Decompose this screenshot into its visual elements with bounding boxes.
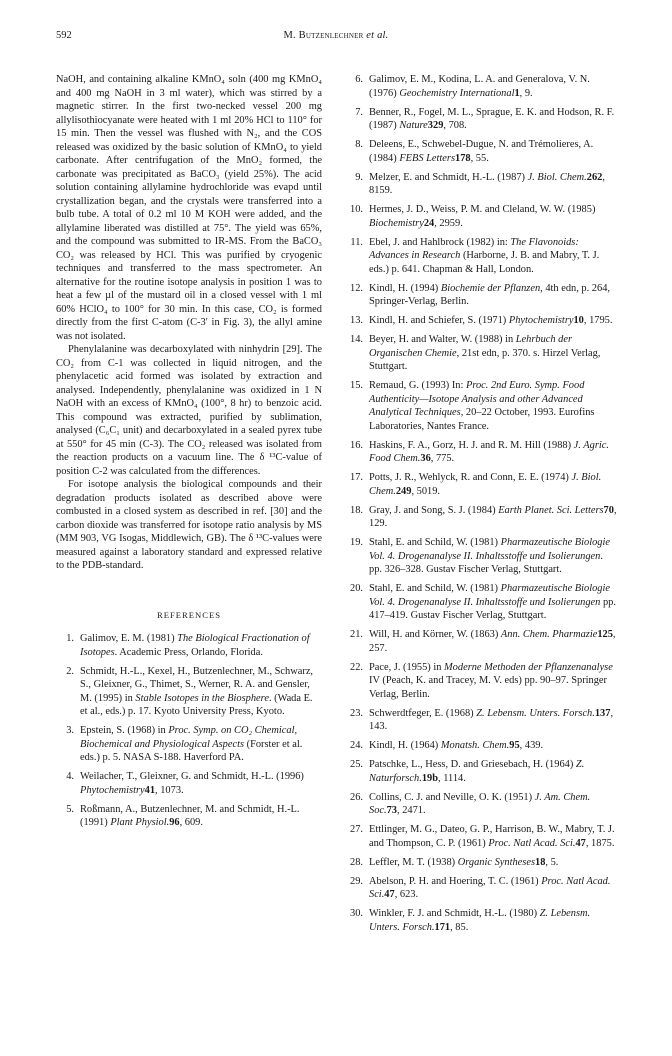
reference-title: Monatsh. Chem. bbox=[440, 740, 510, 751]
reference-title: Stable Isotopes in the Biosphere bbox=[135, 692, 269, 704]
reference-authors: Melzer, E. and Schmidt, H.-L. (1987) bbox=[369, 171, 528, 183]
reference-title: Pharmazeutische Biologie Vol. 4. Drogenanalyse II. Inhaltsstoffe und Isolierungen bbox=[369, 583, 610, 608]
reference-authors: Epstein, S. (1968) in bbox=[80, 725, 169, 736]
reference-title: Earth Planet. Sci. Letters bbox=[498, 504, 604, 516]
reference-details: , 1875. bbox=[585, 837, 615, 849]
reference-number: 23. bbox=[350, 707, 363, 719]
reference-authors: Stahl, E. and Schild, W. (1981) bbox=[369, 537, 501, 548]
reference-title: J. Biol. Chem. bbox=[369, 472, 602, 497]
reference-title: J. Biol. Chem. bbox=[527, 171, 587, 183]
reference-authors: Roßmann, A., Butzenlechner, M. and Schmidt, H.-L. (1991) bbox=[80, 803, 300, 828]
reference-authors: Weilacher, T., Gleixner, G. and Schmidt, H.-L. (1996) bbox=[80, 771, 304, 782]
reference-number: 3. bbox=[66, 725, 74, 736]
reference-item bbox=[345, 73, 617, 100]
reference-number: 13. bbox=[350, 315, 363, 326]
reference-item bbox=[345, 875, 617, 902]
reference-number: 21. bbox=[350, 629, 363, 640]
reference-item bbox=[345, 661, 617, 702]
reference-details: , 143. bbox=[369, 707, 614, 732]
reference-title: Nature bbox=[399, 120, 428, 131]
reference-item bbox=[56, 665, 322, 719]
reference-number: 29. bbox=[350, 875, 363, 887]
reference-list-right bbox=[345, 73, 617, 934]
reference-details: , 55. bbox=[470, 152, 489, 164]
reference-number: 15. bbox=[350, 380, 363, 391]
reference-authors: Patschke, L., Hess, D. and Griesebach, H. (1964) bbox=[369, 759, 576, 770]
reference-authors: Schmidt, H.-L., Kexel, H., Butzenlechner, M., Schwarz, S., Gleixner, G., Thimet, S., Werner, R. A. and Gensler, M. (1995) in bbox=[80, 665, 314, 704]
reference-title: Z. Lebensm. Unters. Forsch. bbox=[476, 707, 595, 719]
reference-authors: Pace, J. (1955) in bbox=[369, 661, 445, 673]
reference-number: 7. bbox=[355, 106, 363, 118]
reference-number: 17. bbox=[350, 472, 363, 483]
reference-number: 4. bbox=[66, 771, 74, 782]
reference-item bbox=[345, 333, 617, 374]
reference-authors: Beyer, H. and Walter, W. (1988) in bbox=[369, 334, 516, 345]
reference-number: 24. bbox=[350, 740, 363, 751]
reference-details: , 21st edn, p. 370. s. Hirzel Verlag, Stuttgart. bbox=[369, 347, 601, 372]
reference-details: , 2959. bbox=[434, 217, 463, 229]
reference-number: 1. bbox=[66, 633, 74, 644]
reference-item bbox=[345, 582, 617, 623]
reference-details: , 775. bbox=[430, 453, 455, 464]
reference-title: Biochemie der Pflanzen bbox=[440, 282, 541, 294]
reference-number: 10. bbox=[350, 204, 363, 215]
reference-details: pp. 417–419. Gustav Fischer Verlag, Stuttgart. bbox=[369, 596, 616, 621]
reference-details: . (Wada E. et al., eds.) p. 17. Kyoto University Press, Kyoto. bbox=[80, 692, 313, 717]
reference-volume: 70 bbox=[603, 504, 614, 516]
running-head-surname: Butzenlechner bbox=[298, 30, 364, 41]
reference-item bbox=[345, 707, 617, 734]
reference-title: J. Agric. Food Chem. bbox=[369, 439, 609, 464]
running-head bbox=[56, 30, 616, 41]
reference-volume: 41 bbox=[144, 784, 156, 796]
reference-volume: 171 bbox=[434, 921, 451, 933]
reference-item bbox=[345, 171, 617, 198]
running-head-initial: M. bbox=[283, 30, 299, 41]
reference-title: J. Am. Chem. Soc. bbox=[369, 791, 591, 816]
left-column bbox=[56, 73, 322, 835]
reference-authors: Ebel, J. and Hahlbrock (1982) in: bbox=[369, 236, 511, 248]
reference-title: Proc. Natl Acad. Sci. bbox=[488, 837, 576, 849]
reference-item bbox=[345, 739, 617, 753]
body-paragraph-3: For isotope analysis the biological compounds and their degradation products isolated as described above were combusted in a closed system as described in ref. [30] and the carbon dioxide was transferred for isotope ratio analysis by MS (MM 903, VG Isogas, Middlewich, GB). The δ ¹³C-values were measured against a laboratory standard and expressed relative to the PDB-standard. bbox=[56, 479, 322, 571]
reference-details: , 439. bbox=[519, 740, 544, 751]
reference-volume: 18 bbox=[535, 856, 546, 868]
reference-number: 27. bbox=[350, 824, 363, 835]
reference-details: , 20–22 October, 1993. Eurofins Laboratories, Nantes France. bbox=[369, 407, 595, 432]
reference-authors: Galimov, E. M., Kodina, L. A. and Generalova, V. N. (1976) bbox=[369, 74, 590, 99]
reference-details: , 4th edn, p. 264, Springer-Verlag, Berlin. bbox=[369, 282, 610, 307]
reference-authors: Kindl, H. and Schiefer, S. (1971) bbox=[369, 315, 509, 326]
reference-details: , 5. bbox=[545, 856, 559, 868]
reference-authors: Deleens, E., Schwebel-Dugue, N. and Trémolieres, A. (1984) bbox=[369, 139, 594, 164]
reference-title: Proc. Natl Acad. Sci. bbox=[369, 875, 611, 900]
reference-volume: 137 bbox=[594, 707, 611, 719]
reference-details: , 609. bbox=[179, 817, 203, 828]
reference-authors: Haskins, F. A., Gorz, H. J. and R. M. Hill (1988) bbox=[369, 439, 574, 451]
reference-authors: Galimov, E. M. (1981) bbox=[80, 633, 178, 644]
reference-number: 22. bbox=[350, 661, 363, 673]
reference-title: Pharmazeutische Biologie Vol. 4. Drogenanalyse II. Inhaltsstoffe und Isolierungen bbox=[369, 537, 610, 562]
reference-details: , 2471. bbox=[397, 805, 426, 816]
reference-volume: 47 bbox=[575, 837, 586, 849]
running-head-suffix: et al. bbox=[363, 30, 389, 41]
reference-item bbox=[345, 314, 617, 328]
reference-details: , 129. bbox=[369, 504, 617, 529]
reference-number: 9. bbox=[355, 171, 363, 183]
reference-volume: 96 bbox=[169, 817, 180, 828]
reference-title: Organic Syntheses bbox=[457, 856, 535, 868]
reference-item bbox=[56, 770, 322, 797]
reference-number: 11. bbox=[350, 236, 363, 248]
reference-volume: 47 bbox=[384, 889, 395, 900]
reference-details: , 5019. bbox=[411, 485, 441, 497]
reference-title: Moderne Methoden der Pflanzenanalyse bbox=[444, 661, 613, 673]
page-header bbox=[56, 30, 616, 46]
reference-title: Phytochemistry bbox=[508, 315, 574, 326]
reference-details: , 9. bbox=[519, 87, 533, 99]
reference-volume: 10 bbox=[573, 315, 584, 326]
reference-item bbox=[345, 823, 617, 850]
reference-item bbox=[345, 203, 617, 230]
reference-authors: Gray, J. and Song, S. J. (1984) bbox=[369, 504, 499, 516]
body-paragraph-1: NaOH, and containing alkaline KMnO₄ soln (400 mg KMnO₄ and 400 mg NaOH in 3 ml water), which was stirred by a magnetic stirrer. In the first two-necked vessel 200 mg allylisothiocyanate were heated with 1 ml 20% HCl to 110° for 15 min. Then the vessel was flushed with N₂, and the COS released was oxidized by the basic solution of KMnO₄ to yield carbonate. After centrifugation of the MnO₂ formed, the carbonate was precipitated as BaCO₃ (yield 25%). The acid solution containing allylamine hydrochloride was evapd until crystallization began, and the crystals were transferred into a bulb tube. A total of 0.2 ml 10 M KOH were added, and the allylamine liberated was distilled at 75°. The yield was 65%, and the compound was submitted to IR-MS. From the BaCO₃ CO₂ was released by HCl. This was purified by cryogenic techniques and transferred to the mass spectrometer. An alternative for the routine isotope analysis in position 1 was to heat a few µl of the mustard oil in a closed vessel with 1 ml 60% HClO₄ to 100° for 30 min. In this case, CO₂ is formed directly from the first C-atom (C-3′ in Fig. 3), the allyl amine was not isolated. bbox=[56, 74, 322, 342]
reference-volume: 19b bbox=[421, 772, 438, 784]
body-paragraph-2: Phenylalanine was decarboxylated with ninhydrin [29]. The CO₂ from C-1 was collected in liquid nitrogen, and the phenylacetic acid formed was isolated by extraction and analysed. Independently, phenylalanine was oxidized in 1 N NaOH with an excess of KMnO₄ (100°, 8 hr) to benzoic acid. This compound was extracted, purified by sublimation, analysed (C₆C₁ unit) and decarboxylated in a sealed pyrex tube at 550° for 45 min (C-3). The CO₂ released was isolated from the reaction products on a vacuum line. The δ ¹³C-value of position C-2 was calculated from the differences. bbox=[56, 344, 322, 477]
reference-number: 20. bbox=[350, 583, 363, 594]
reference-item bbox=[345, 138, 617, 165]
reference-item bbox=[345, 628, 617, 655]
reference-title: The Biological Fractionation of Isotopes bbox=[80, 633, 310, 658]
reference-title: Proc. Symp. on CO₂ Chemical, Biochemical and Physiological Aspects bbox=[80, 725, 298, 750]
reference-item bbox=[345, 282, 617, 309]
reference-details: , 8159. bbox=[369, 171, 605, 196]
reference-item bbox=[56, 803, 322, 830]
reference-number: 2. bbox=[66, 665, 74, 677]
reference-title: Proc. 2nd Euro. Symp. Food Authenticity—Isotope Analysis and other Advanced Analytical Techniques bbox=[369, 380, 585, 418]
reference-details: , 708. bbox=[443, 120, 467, 131]
reference-details: , 623. bbox=[394, 889, 419, 900]
reference-details: , 257. bbox=[369, 629, 616, 654]
reference-number: 6. bbox=[355, 74, 363, 85]
reference-number: 25. bbox=[350, 759, 363, 770]
reference-list-left bbox=[56, 632, 322, 830]
reference-item bbox=[345, 379, 617, 433]
reference-details: , 85. bbox=[450, 921, 469, 933]
reference-title: Plant Physiol. bbox=[110, 817, 170, 828]
reference-authors: Kindl, H. (1994) bbox=[369, 282, 441, 294]
reference-item bbox=[345, 758, 617, 785]
reference-details: . pp. 326–328. Gustav Fischer Verlag, Stuttgart. bbox=[369, 550, 603, 575]
reference-volume: 262 bbox=[586, 171, 603, 183]
reference-number: 8. bbox=[355, 139, 363, 150]
reference-title: Geochemistry International bbox=[399, 87, 515, 99]
reference-authors: Collins, C. J. and Neville, O. K. (1951) bbox=[369, 791, 535, 803]
reference-item bbox=[56, 724, 322, 765]
reference-authors: Winkler, F. J. and Schmidt, H.-L. (1980) bbox=[369, 908, 540, 919]
reference-item bbox=[345, 907, 617, 934]
reference-volume: 329 bbox=[427, 120, 444, 131]
reference-details: (Forster et al. eds.) p. 5. NASA S-188. Haverford PA. bbox=[80, 738, 303, 763]
reference-number: 26. bbox=[350, 791, 363, 803]
reference-authors: Ettlinger, M. G., Dateo, G. P., Harrison, B. W., Mabry, T. J. and Thompson, C. P. (1961) bbox=[369, 824, 615, 849]
reference-volume: 95 bbox=[509, 740, 520, 751]
reference-volume: 1 bbox=[514, 87, 520, 99]
reference-item bbox=[345, 439, 617, 466]
reference-number: 14. bbox=[350, 334, 363, 345]
reference-authors: Schwerdtfeger, E. (1968) bbox=[369, 707, 477, 719]
reference-authors: Potts, J. R., Wehlyck, R. and Conn, E. E. (1974) bbox=[369, 472, 572, 483]
reference-title: Z. Naturforsch. bbox=[369, 759, 585, 784]
reference-title: Ann. Chem. Pharmazie bbox=[500, 629, 598, 640]
reference-number: 19. bbox=[350, 537, 363, 548]
reference-item bbox=[345, 791, 617, 818]
reference-title: Z. Lebensm. Unters. Forsch. bbox=[369, 908, 591, 933]
reference-item bbox=[345, 536, 617, 577]
reference-number: 5. bbox=[66, 803, 74, 815]
reference-volume: 249 bbox=[395, 485, 412, 497]
reference-item bbox=[345, 471, 617, 498]
right-column bbox=[345, 73, 617, 940]
reference-title: FEBS Letters bbox=[399, 152, 456, 164]
reference-authors: Remaud, G. (1993) In: bbox=[369, 380, 466, 391]
reference-details: . Academic Press, Orlando, Florida. bbox=[114, 646, 263, 658]
reference-volume: 178 bbox=[455, 152, 471, 164]
reference-number: 30. bbox=[350, 908, 363, 919]
reference-details: , 1114. bbox=[438, 772, 466, 784]
reference-authors: Stahl, E. and Schild, W. (1981) bbox=[369, 583, 501, 594]
reference-number: 12. bbox=[350, 282, 363, 294]
reference-volume: 24 bbox=[423, 217, 435, 229]
reference-item bbox=[345, 106, 617, 133]
reference-number: 18. bbox=[350, 504, 363, 516]
reference-title: Lehrbuch der Organischen Chemie bbox=[369, 334, 573, 359]
reference-volume: 36 bbox=[420, 453, 431, 464]
references-heading: REFERENCES bbox=[157, 609, 221, 620]
reference-authors: Abelson, P. H. and Hoering, T. C. (1961) bbox=[369, 875, 542, 887]
page-number: 592 bbox=[56, 30, 72, 41]
reference-item bbox=[345, 504, 617, 531]
reference-details: , 1795. bbox=[583, 315, 613, 326]
reference-volume: 125 bbox=[597, 629, 613, 640]
reference-title: Biochemistry bbox=[369, 217, 424, 229]
reference-details: , 1073. bbox=[155, 784, 184, 796]
reference-number: 28. bbox=[350, 856, 363, 868]
reference-title: The Flavonoids: Advances in Research bbox=[369, 236, 579, 261]
reference-title: Phytochemistry bbox=[80, 784, 145, 796]
reference-authors: Will, H. and Körner, W. (1863) bbox=[369, 629, 501, 640]
reference-number: 16. bbox=[350, 439, 363, 451]
reference-item bbox=[56, 632, 322, 659]
reference-details: (Harborne, J. B. and Mabry, T. J. eds.) p. 641. Chapman & Hall, London. bbox=[369, 250, 600, 275]
reference-details: IV (Peach, K. and Tracey, M. V. eds) pp. 90–97. Springer Verlag, Berlin. bbox=[369, 675, 607, 700]
reference-item bbox=[345, 856, 617, 870]
reference-authors: Kindl, H. (1964) bbox=[369, 740, 441, 751]
reference-item bbox=[345, 236, 617, 277]
reference-authors: Leffler, M. T. (1938) bbox=[369, 856, 458, 868]
reference-authors: Benner, R., Fogel, M. L., Sprague, E. K. and Hodson, R. F. (1987) bbox=[369, 106, 615, 131]
reference-authors: Hermes, J. D., Weiss, P. M. and Cleland, W. W. (1985) bbox=[369, 204, 596, 215]
reference-volume: 73 bbox=[386, 805, 397, 816]
